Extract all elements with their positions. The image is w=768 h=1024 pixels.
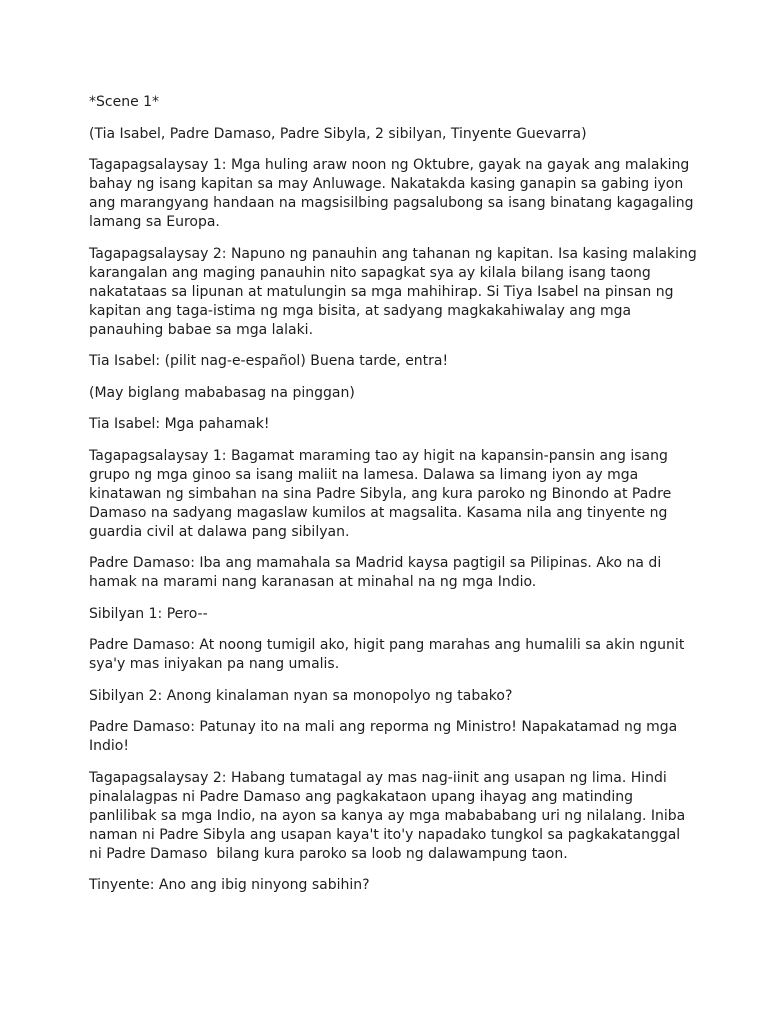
dialogue-paragraph: Padre Damaso: Iba ang mamahala sa Madrid kaysa pagtigil sa Pilipinas. Ako na di hamak na marami nang karanasan at minahal na ng mga Indio. bbox=[89, 555, 666, 590]
dialogue-paragraph: Tagapagsalaysay 1: Mga huling araw noon ng Oktubre, gayak na gayak ang malaking bahay ng isang kapitan sa may Anluwage. Nakatakda kasing ganapin sa gabing iyon ang marangyang handaan na magsisilbing pagsalubong sa isang binatang kagagaling lamang sa Europa. bbox=[89, 157, 698, 230]
cast-list: (Tia Isabel, Padre Damaso, Padre Sibyla, 2 sibilyan, Tinyente Guevarra) bbox=[89, 125, 587, 142]
dialogue-paragraph: Padre Damaso: Patunay ito na mali ang reporma ng Ministro! Napakatamad ng mga Indio! bbox=[89, 719, 682, 754]
dialogue-paragraph: Tia Isabel: Mga pahamak! bbox=[89, 416, 270, 432]
dialogue-paragraph: Tagapagsalaysay 2: Habang tumatagal ay mas nag-iinit ang usapan ng lima. Hindi pinalalagpas ni Padre Damaso ang pagkakataon upang ihayag ang matinding panlilibak sa mga Indio, na ayon sa kanya ay mga mabababang uri ng nilalang. Iniba naman ni Padre Sibyla ang usapan kaya't ito'y napadako tungkol sa pagkakatanggal ni Padre Damaso bilang kura paroko sa loob ng dalawampung taon. bbox=[89, 769, 690, 862]
dialogue-paragraph: Tagapagsalaysay 1: Bagamat maraming tao ay higit na kapansin-pansin ang isang grupo ng mga ginoo sa isang maliit na lamesa. Dalawa sa limang iyon ay mga kinatawan ng simbahan na sina Padre Sibyla, ang kura paroko ng Binondo at Padre Damaso na sadyang magaslaw kumilos at magsalita. Kasama nila ang tinyente ng guardia civil at dalawa pang sibilyan. bbox=[89, 447, 676, 540]
dialogue-paragraph: Sibilyan 2: Anong kinalaman nyan sa monopolyo ng tabako? bbox=[89, 687, 513, 704]
dialogue-paragraph: Sibilyan 1: Pero-- bbox=[89, 605, 208, 622]
scene-heading: *Scene 1* bbox=[89, 94, 160, 110]
stage-direction: (May biglang mababasag na pinggan) bbox=[89, 384, 355, 401]
dialogue-paragraph: Tagapagsalaysay 2: Napuno ng panauhin ang tahanan ng kapitan. Isa kasing malaking karangalan ang maging panauhin nito sapagkat sya ay kilala bilang isang taong nakatataas sa lipunan at matulungin sa mga mahihirap. Si Tiya Isabel na pinsan ng kapitan ang taga-istima ng mga bisita, at sadyang magkakahiwalay ang mga panauhing babae sa mga lalaki. bbox=[89, 245, 702, 338]
dialogue-paragraph: Tinyente: Ano ang ibig ninyong sabihin? bbox=[89, 877, 370, 893]
document-page bbox=[89, 93, 702, 908]
dialogue-paragraph: Padre Damaso: At noong tumigil ako, higit pang marahas ang humalili sa akin ngunit sya'y mas iniyakan pa nang umalis. bbox=[89, 637, 689, 672]
dialogue-paragraph: Tia Isabel: (pilit nag-e-español) Buena tarde, entra! bbox=[89, 353, 449, 369]
